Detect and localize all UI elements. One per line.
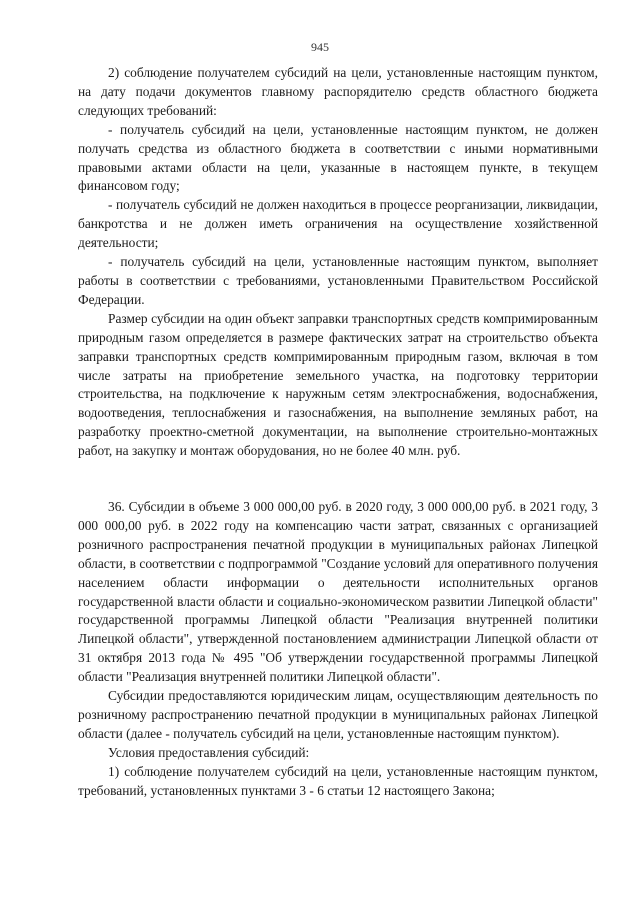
paragraph-requirement-no-reorganization: - получатель субсидий не должен находиться в процессе реорганизации, ликвидации, банкротства и не должен иметь ограничения на осуществление хозяйственной деятельности; [78, 197, 598, 251]
paragraph-item-36: 36. Субсидии в объеме 3 000 000,00 руб. в 2020 году, 3 000 000,00 руб. в 2021 году, 3 000 000,00 руб. в 2022 году на компенсацию части затрат, связанных с организацией розничного распространения печатной продукции в муниципальных районах Липецкой области, в соответствии с подпрограммой "Создание условий для оперативного получения населением области информации о деятельности исполнительных органов государственной власти области и социально-экономическом развитии Липецкой области" государственной программы Липецкой области "Реализация внутренней политики Липецкой области", утвержденной постановлением администрации Липецкой области от 31 октября 2013 года № 495 "Об утверждении государственной программы Липецкой области "Реализация внутренней политики Липецкой области". [78, 499, 598, 685]
document-body [78, 64, 598, 801]
paragraph-subsidy-recipients: Субсидии предоставляются юридическим лицам, осуществляющим деятельность по розничному распространению печатной продукции в муниципальных районах Липецкой области (далее - получатель субсидий на цели, установленные настоящим пунктом). [78, 688, 598, 741]
paragraph-requirement-no-other-funds: - получатель субсидий на цели, установленные настоящим пунктом, не должен получать средства из областного бюджета в соответствии с иными нормативными правовыми актами области на цели, указанные в настоящем пункте, в текущем финансовом году; [78, 121, 598, 194]
paragraph-condition-1: 1) соблюдение получателем субсидий на цели, установленные настоящим пунктом, требований, установленных пунктами 3 - 6 статьи 12 настоящего Закона; [78, 763, 598, 798]
paragraph-conditions-heading: Условия предоставления субсидий: [108, 744, 310, 760]
paragraph-condition-2: 2) соблюдение получателем субсидий на цели, установленные настоящим пунктом, на дату подачи документов главному распорядителю средств областного бюджета следующих требований: [78, 65, 598, 118]
paragraph-requirement-work-compliance: - получатель субсидий на цели, установленные настоящим пунктом, выполняет работы в соответствии с требованиями, установленными Правительством Российской Федерации. [78, 254, 598, 307]
page-number: 945 [311, 40, 329, 54]
paragraph-subsidy-amount: Размер субсидии на один объект заправки транспортных средств компримированным природным газом определяется в размере фактических затрат на строительство объекта заправки транспортных средств компримированным природным газом, включая в том числе затраты на приобретение земельного участка, на подготовку территории строительства, на подключение к наружным сетям электроснабжения, водоснабжения, водоотведения, теплоснабжения и газоснабжения, на выполнение земляных работ, на разработку проектно-сметной документации, на выполнение строительно-монтажных работ, на закупку и монтаж оборудования, но не более 40 млн. руб. [78, 310, 598, 459]
